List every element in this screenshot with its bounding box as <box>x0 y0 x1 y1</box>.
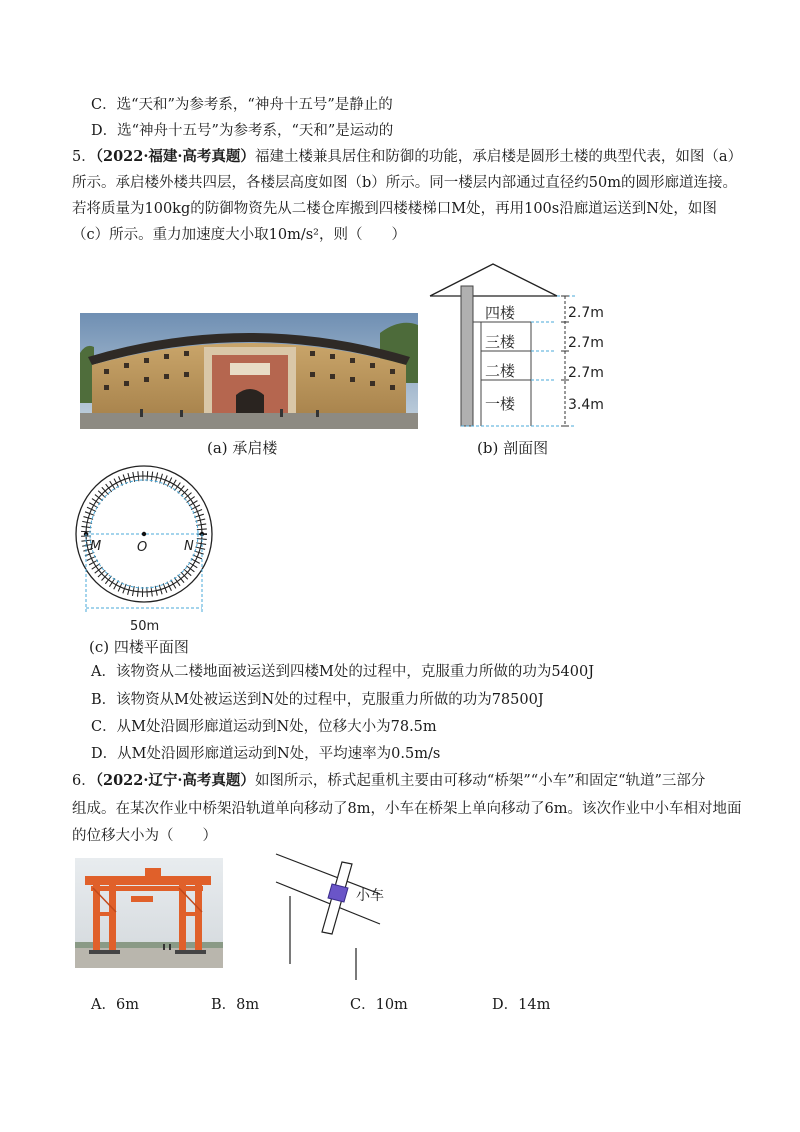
q6-stem-text-1: 如图所示，桥式起重机主要由可移动“桥架”“小车”和固定“轨道”三部分 <box>254 773 706 789</box>
q6-stem-line-2: 组成。在某次作业中桥架沿轨道单向移动了8m，小车在桥架上单向移动了6m。该次作业中小车相对地面 <box>72 801 742 817</box>
q5-stem-line-4: （c）所示。重力加速度大小取10m/s²，则（ ） <box>72 227 406 243</box>
crane-photo <box>75 858 223 968</box>
crane-track-diagram <box>270 850 410 990</box>
q5-stem-line-3: 若将质量为100kg的防御物资先从二楼仓库搬到四楼楼梯口M处，再用100s沿廊道运送到N处，如图 <box>72 201 717 217</box>
floor-label-2: 二楼 <box>485 362 516 380</box>
figure-b-section <box>425 262 615 432</box>
q4-option-d: D．选“神舟十五号”为参考系，“天和”是运动的 <box>91 123 394 139</box>
floor-label-1: 一楼 <box>485 395 516 413</box>
floor-plan-diagram <box>70 458 220 636</box>
gantry-crane-illustration <box>75 858 223 968</box>
point-m-label: M <box>90 539 102 554</box>
point-n-label: N <box>184 539 194 554</box>
q5-option-a: A．该物资从二楼地面被运送到四楼M处的过程中，克服重力所做的功为5400J <box>91 664 595 680</box>
floor-label-4: 四楼 <box>485 304 516 322</box>
q5-number: 5． <box>72 149 96 165</box>
q4-option-c: C．选“天和”为参考系，“神舟十五号”是静止的 <box>91 97 393 113</box>
q6-option-a: A．6m <box>91 997 139 1013</box>
q6-stem-line-1 <box>72 771 705 791</box>
crane-diagram <box>270 850 410 990</box>
q5-option-d: D．从M处沿圆形廊道运动到N处，平均速率为0.5m/s <box>91 746 441 762</box>
section-diagram <box>425 262 615 432</box>
point-o-label: O <box>137 540 148 555</box>
q5-source: （2022·福建·高考真题） <box>95 148 255 165</box>
figure-a-photo <box>80 313 418 429</box>
q6-option-b: B．8m <box>211 997 260 1013</box>
height-label-4: 2.7m <box>568 305 604 321</box>
q6-option-d: D．14m <box>492 997 551 1013</box>
q5-option-c: C．从M处沿圆形廊道运动到N处，位移大小为78.5m <box>91 719 437 735</box>
figure-c-plan <box>70 458 220 636</box>
q6-number: 6． <box>72 773 96 789</box>
q5-option-b: B．该物资从M处被运送到N处的过程中，克服重力所做的功为78500J <box>91 692 544 708</box>
q6-stem-line-3: 的位移大小为（ ） <box>72 828 217 844</box>
q5-stem-line-2: 所示。承启楼外楼共四层，各楼层高度如图（b）所示。同一楼层内部通过直径约50m的圆形廊道连接。 <box>72 175 737 191</box>
height-label-3: 2.7m <box>568 335 604 351</box>
figure-a-caption: (a) 承启楼 <box>207 439 278 457</box>
figure-b-caption: (b) 剖面图 <box>477 439 549 457</box>
cart-label: 小车 <box>356 888 384 904</box>
diameter-label: 50m <box>130 619 160 634</box>
q6-source: （2022·辽宁·高考真题） <box>95 772 255 789</box>
floor-label-3: 三楼 <box>485 333 516 351</box>
height-label-2: 2.7m <box>568 365 604 381</box>
figure-c-caption: (c) 四楼平面图 <box>89 638 189 656</box>
height-label-1: 3.4m <box>568 397 604 413</box>
q5-stem-text-1: 福建土楼兼具居住和防御的功能，承启楼是圆形土楼的典型代表，如图（a） <box>254 149 743 165</box>
chengqi-building-illustration <box>80 313 418 429</box>
q6-option-c: C．10m <box>350 997 408 1013</box>
q5-stem-line-1 <box>72 147 742 167</box>
